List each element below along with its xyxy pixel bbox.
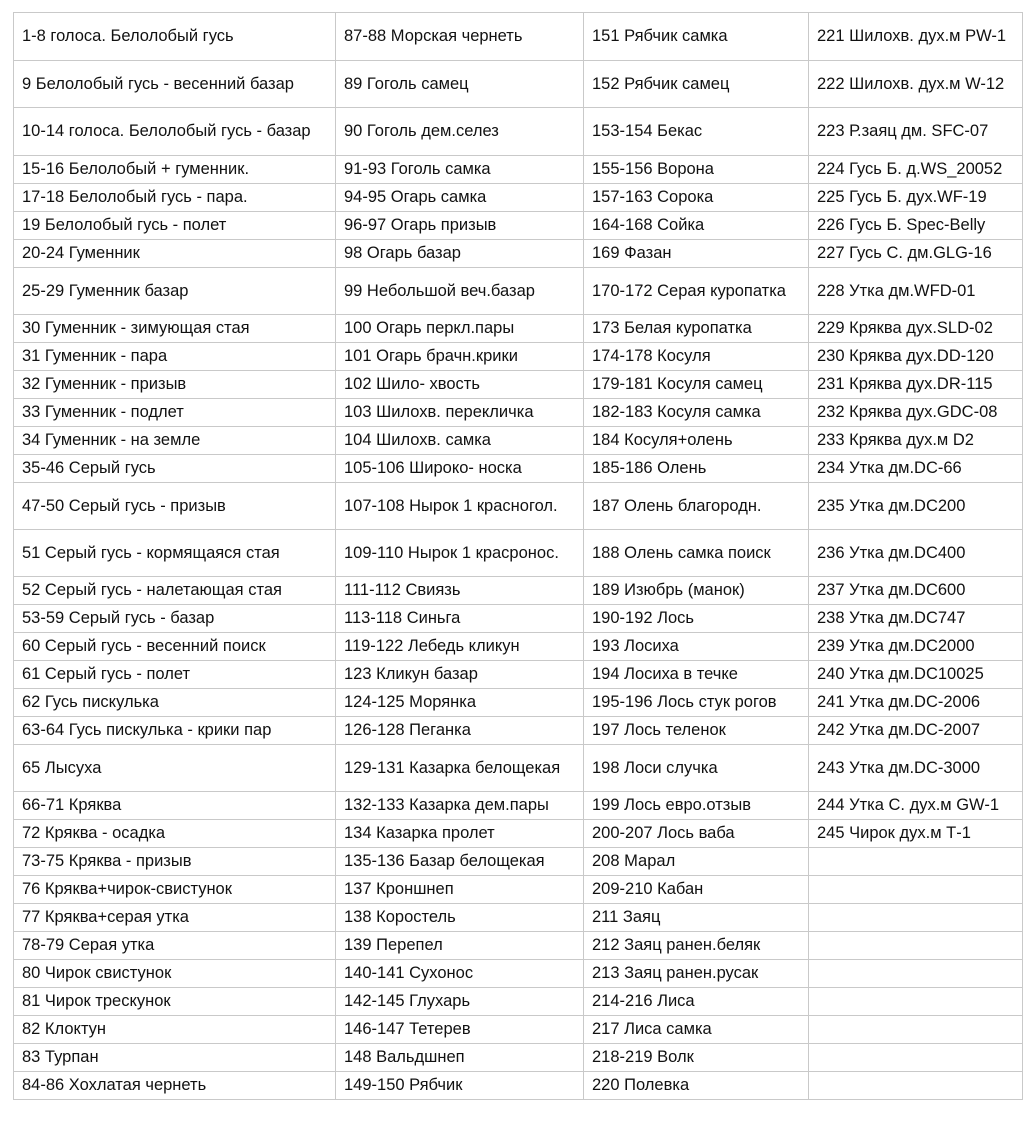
table-cell: 218-219 Волк bbox=[584, 1044, 809, 1072]
table-cell: 220 Полевка bbox=[584, 1072, 809, 1100]
table-cell: 78-79 Серая утка bbox=[14, 932, 336, 960]
table-cell: 226 Гусь Б. Spec-Belly bbox=[809, 212, 1023, 240]
table-row bbox=[14, 605, 1023, 633]
table-cell: 194 Лосиха в течке bbox=[584, 661, 809, 689]
table-cell: 84-86 Хохлатая чернеть bbox=[14, 1072, 336, 1100]
table-cell: 60 Серый гусь - весенний поиск bbox=[14, 633, 336, 661]
table-cell: 173 Белая куропатка bbox=[584, 315, 809, 343]
table-cell: 126-128 Пеганка bbox=[336, 717, 584, 745]
table-cell: 51 Серый гусь - кормящаяся стая bbox=[14, 530, 336, 577]
table-cell bbox=[809, 960, 1023, 988]
table-cell: 243 Утка дм.DC-3000 bbox=[809, 745, 1023, 792]
table-cell: 102 Шило- хвость bbox=[336, 371, 584, 399]
table-row bbox=[14, 108, 1023, 156]
table-cell: 199 Лось евро.отзыв bbox=[584, 792, 809, 820]
table-cell: 195-196 Лось стук рогов bbox=[584, 689, 809, 717]
table-cell: 140-141 Сухонос bbox=[336, 960, 584, 988]
table-cell: 245 Чирок дух.м Т-1 bbox=[809, 820, 1023, 848]
table-cell: 123 Кликун базар bbox=[336, 661, 584, 689]
table-cell: 190-192 Лось bbox=[584, 605, 809, 633]
table-cell: 91-93 Гоголь самка bbox=[336, 156, 584, 184]
table-row bbox=[14, 455, 1023, 483]
table-cell: 61 Серый гусь - полет bbox=[14, 661, 336, 689]
table-cell: 104 Шилохв. самка bbox=[336, 427, 584, 455]
table-row bbox=[14, 1072, 1023, 1100]
table-cell: 82 Клоктун bbox=[14, 1016, 336, 1044]
table-row bbox=[14, 1016, 1023, 1044]
table-cell bbox=[809, 1044, 1023, 1072]
table-cell: 235 Утка дм.DC200 bbox=[809, 483, 1023, 530]
table-cell: 151 Рябчик самка bbox=[584, 13, 809, 61]
table-row bbox=[14, 848, 1023, 876]
table-cell: 30 Гуменник - зимующая стая bbox=[14, 315, 336, 343]
table-cell: 132-133 Казарка дем.пары bbox=[336, 792, 584, 820]
table-row bbox=[14, 904, 1023, 932]
table-row bbox=[14, 960, 1023, 988]
table-cell: 35-46 Серый гусь bbox=[14, 455, 336, 483]
table-row bbox=[14, 717, 1023, 745]
table-cell: 107-108 Нырок 1 красногол. bbox=[336, 483, 584, 530]
table-cell: 25-29 Гуменник базар bbox=[14, 268, 336, 315]
table-cell: 139 Перепел bbox=[336, 932, 584, 960]
table-cell: 214-216 Лиса bbox=[584, 988, 809, 1016]
table-cell: 73-75 Кряква - призыв bbox=[14, 848, 336, 876]
table-cell bbox=[809, 1072, 1023, 1100]
table-cell: 103 Шилохв. перекличка bbox=[336, 399, 584, 427]
table-cell: 34 Гуменник - на земле bbox=[14, 427, 336, 455]
table-cell: 98 Огарь базар bbox=[336, 240, 584, 268]
table-row bbox=[14, 530, 1023, 577]
table-cell: 109-110 Нырок 1 красронос. bbox=[336, 530, 584, 577]
table-cell: 72 Кряква - осадка bbox=[14, 820, 336, 848]
table-cell: 111-112 Свиязь bbox=[336, 577, 584, 605]
table-row bbox=[14, 343, 1023, 371]
table-cell: 83 Турпан bbox=[14, 1044, 336, 1072]
table-cell: 138 Коростель bbox=[336, 904, 584, 932]
table-cell: 149-150 Рябчик bbox=[336, 1072, 584, 1100]
table-row bbox=[14, 820, 1023, 848]
table-cell bbox=[809, 848, 1023, 876]
table-row bbox=[14, 745, 1023, 792]
table-cell: 242 Утка дм.DC-2007 bbox=[809, 717, 1023, 745]
table-cell: 211 Заяц bbox=[584, 904, 809, 932]
table-row bbox=[14, 876, 1023, 904]
table-cell: 198 Лоси случка bbox=[584, 745, 809, 792]
table-cell: 135-136 Базар белощекая bbox=[336, 848, 584, 876]
table-row bbox=[14, 427, 1023, 455]
table-cell: 31 Гуменник - пара bbox=[14, 343, 336, 371]
sound-list-body bbox=[14, 13, 1023, 1100]
table-cell: 62 Гусь пискулька bbox=[14, 689, 336, 717]
table-cell: 224 Гусь Б. д.WS_20052 bbox=[809, 156, 1023, 184]
table-row bbox=[14, 1044, 1023, 1072]
table-row bbox=[14, 13, 1023, 61]
table-cell: 9 Белолобый гусь - весенний базар bbox=[14, 61, 336, 108]
table-row bbox=[14, 932, 1023, 960]
table-cell bbox=[809, 932, 1023, 960]
table-cell: 47-50 Серый гусь - призыв bbox=[14, 483, 336, 530]
table-cell: 229 Кряква дух.SLD-02 bbox=[809, 315, 1023, 343]
table-cell: 188 Олень самка поиск bbox=[584, 530, 809, 577]
table-cell: 63-64 Гусь пискулька - крики пар bbox=[14, 717, 336, 745]
table-cell: 15-16 Белолобый + гуменник. bbox=[14, 156, 336, 184]
table-cell: 233 Кряква дух.м D2 bbox=[809, 427, 1023, 455]
table-cell: 232 Кряква дух.GDC-08 bbox=[809, 399, 1023, 427]
table-cell: 231 Кряква дух.DR-115 bbox=[809, 371, 1023, 399]
table-row bbox=[14, 633, 1023, 661]
table-cell: 244 Утка С. дух.м GW-1 bbox=[809, 792, 1023, 820]
table-cell: 66-71 Кряква bbox=[14, 792, 336, 820]
table-row bbox=[14, 689, 1023, 717]
table-cell: 32 Гуменник - призыв bbox=[14, 371, 336, 399]
table-cell: 200-207 Лось ваба bbox=[584, 820, 809, 848]
table-cell: 81 Чирок трескунок bbox=[14, 988, 336, 1016]
table-row bbox=[14, 792, 1023, 820]
table-cell: 164-168 Сойка bbox=[584, 212, 809, 240]
table-cell: 113-118 Синьга bbox=[336, 605, 584, 633]
table-cell: 20-24 Гуменник bbox=[14, 240, 336, 268]
table-row bbox=[14, 577, 1023, 605]
table-row bbox=[14, 483, 1023, 530]
table-cell: 134 Казарка пролет bbox=[336, 820, 584, 848]
table-cell: 184 Косуля+олень bbox=[584, 427, 809, 455]
table-cell: 193 Лосиха bbox=[584, 633, 809, 661]
table-cell: 170-172 Серая куропатка bbox=[584, 268, 809, 315]
table-cell: 157-163 Сорока bbox=[584, 184, 809, 212]
table-cell: 80 Чирок свистунок bbox=[14, 960, 336, 988]
table-cell: 217 Лиса самка bbox=[584, 1016, 809, 1044]
table-cell: 241 Утка дм.DC-2006 bbox=[809, 689, 1023, 717]
table-cell: 169 Фазан bbox=[584, 240, 809, 268]
table-cell: 101 Огарь брачн.крики bbox=[336, 343, 584, 371]
table-cell: 225 Гусь Б. дух.WF-19 bbox=[809, 184, 1023, 212]
table-cell: 222 Шилохв. дух.м W-12 bbox=[809, 61, 1023, 108]
table-cell: 189 Изюбрь (манок) bbox=[584, 577, 809, 605]
table-row bbox=[14, 661, 1023, 689]
table-cell: 76 Кряква+чирок-свистунок bbox=[14, 876, 336, 904]
table-cell: 239 Утка дм.DC2000 bbox=[809, 633, 1023, 661]
table-cell bbox=[809, 876, 1023, 904]
table-cell bbox=[809, 1016, 1023, 1044]
table-row bbox=[14, 156, 1023, 184]
table-cell: 65 Лысуха bbox=[14, 745, 336, 792]
table-cell: 105-106 Широко- носка bbox=[336, 455, 584, 483]
table-row bbox=[14, 268, 1023, 315]
table-cell: 182-183 Косуля самка bbox=[584, 399, 809, 427]
table-cell: 52 Серый гусь - налетающая стая bbox=[14, 577, 336, 605]
table-cell: 1-8 голоса. Белолобый гусь bbox=[14, 13, 336, 61]
table-row bbox=[14, 184, 1023, 212]
table-row bbox=[14, 212, 1023, 240]
table-row bbox=[14, 240, 1023, 268]
table-cell: 19 Белолобый гусь - полет bbox=[14, 212, 336, 240]
table-cell: 94-95 Огарь самка bbox=[336, 184, 584, 212]
table-cell: 142-145 Глухарь bbox=[336, 988, 584, 1016]
table-cell: 240 Утка дм.DC10025 bbox=[809, 661, 1023, 689]
table-cell: 96-97 Огарь призыв bbox=[336, 212, 584, 240]
table-cell: 155-156 Ворона bbox=[584, 156, 809, 184]
table-cell: 153-154 Бекас bbox=[584, 108, 809, 156]
table-cell: 179-181 Косуля самец bbox=[584, 371, 809, 399]
table-cell: 187 Олень благородн. bbox=[584, 483, 809, 530]
table-cell: 234 Утка дм.DC-66 bbox=[809, 455, 1023, 483]
table-cell bbox=[809, 904, 1023, 932]
table-cell: 230 Кряква дух.DD-120 bbox=[809, 343, 1023, 371]
table-row bbox=[14, 61, 1023, 108]
table-row bbox=[14, 315, 1023, 343]
table-cell: 212 Заяц ранен.беляк bbox=[584, 932, 809, 960]
table-cell: 208 Марал bbox=[584, 848, 809, 876]
table-cell: 237 Утка дм.DC600 bbox=[809, 577, 1023, 605]
table-row bbox=[14, 988, 1023, 1016]
table-row bbox=[14, 371, 1023, 399]
table-cell: 146-147 Тетерев bbox=[336, 1016, 584, 1044]
table-cell: 17-18 Белолобый гусь - пара. bbox=[14, 184, 336, 212]
table-cell: 89 Гоголь самец bbox=[336, 61, 584, 108]
table-cell: 209-210 Кабан bbox=[584, 876, 809, 904]
table-cell bbox=[809, 988, 1023, 1016]
table-cell: 185-186 Олень bbox=[584, 455, 809, 483]
table-cell: 137 Кроншнеп bbox=[336, 876, 584, 904]
table-cell: 10-14 голоса. Белолобый гусь - базар bbox=[14, 108, 336, 156]
table-cell: 213 Заяц ранен.русак bbox=[584, 960, 809, 988]
table-cell: 174-178 Косуля bbox=[584, 343, 809, 371]
table-cell: 238 Утка дм.DC747 bbox=[809, 605, 1023, 633]
table-cell: 221 Шилохв. дух.м PW-1 bbox=[809, 13, 1023, 61]
table-cell: 148 Вальдшнеп bbox=[336, 1044, 584, 1072]
table-cell: 77 Кряква+серая утка bbox=[14, 904, 336, 932]
table-cell: 223 Р.заяц дм. SFC-07 bbox=[809, 108, 1023, 156]
table-cell: 53-59 Серый гусь - базар bbox=[14, 605, 336, 633]
table-row bbox=[14, 399, 1023, 427]
table-cell: 236 Утка дм.DC400 bbox=[809, 530, 1023, 577]
table-cell: 99 Небольшой веч.базар bbox=[336, 268, 584, 315]
table-cell: 100 Огарь перкл.пары bbox=[336, 315, 584, 343]
table-cell: 228 Утка дм.WFD-01 bbox=[809, 268, 1023, 315]
table-cell: 129-131 Казарка белощекая bbox=[336, 745, 584, 792]
table-cell: 119-122 Лебедь кликун bbox=[336, 633, 584, 661]
table-cell: 90 Гоголь дем.селез bbox=[336, 108, 584, 156]
table-cell: 152 Рябчик самец bbox=[584, 61, 809, 108]
sound-list-table bbox=[13, 12, 1023, 1100]
table-cell: 87-88 Морская чернеть bbox=[336, 13, 584, 61]
table-cell: 124-125 Морянка bbox=[336, 689, 584, 717]
table-cell: 33 Гуменник - подлет bbox=[14, 399, 336, 427]
table-cell: 227 Гусь С. дм.GLG-16 bbox=[809, 240, 1023, 268]
table-cell: 197 Лось теленок bbox=[584, 717, 809, 745]
